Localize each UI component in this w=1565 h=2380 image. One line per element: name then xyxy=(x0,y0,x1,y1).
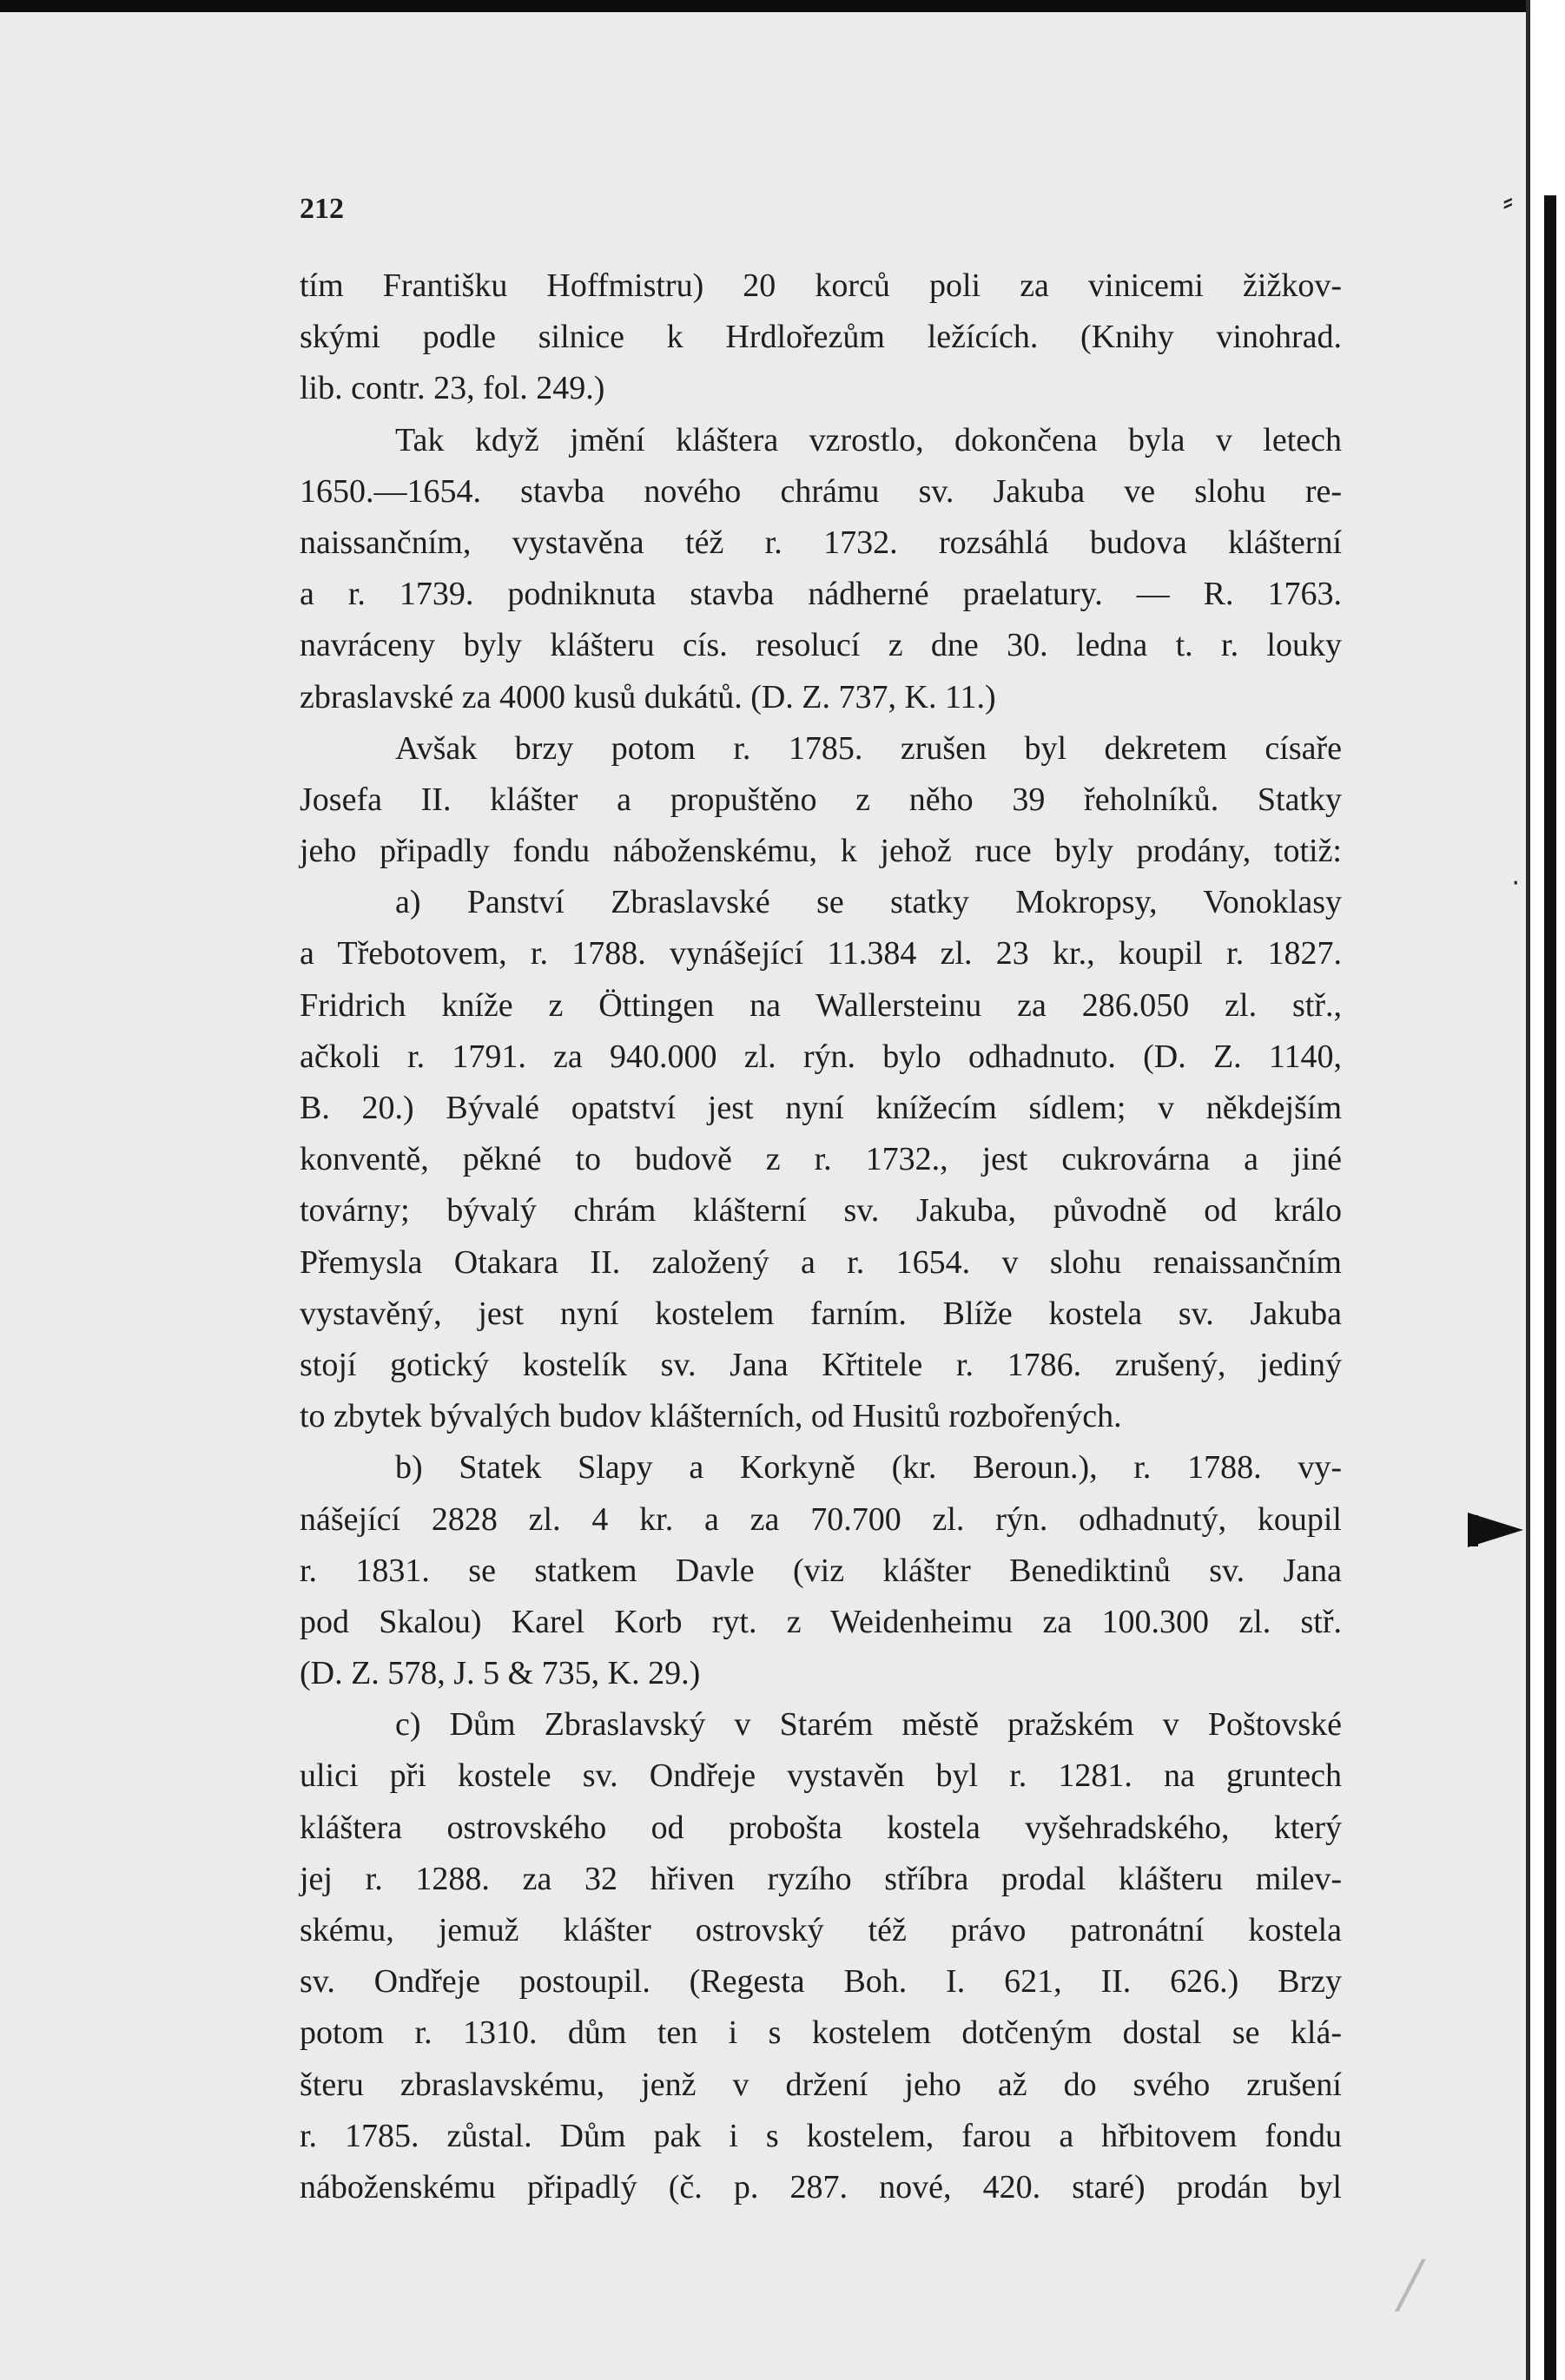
text-line: c) Dům Zbraslavský v Starém městě pražském v Poštovské xyxy=(395,1706,1342,1744)
text-line: b) Statek Slapy a Korkyně (kr. Beroun.), r. 1788. vy- xyxy=(395,1449,1342,1487)
text-line: r. 1831. se statkem Davle (viz klášter Benediktinů sv. Jana xyxy=(300,1552,1342,1589)
text-line: zbraslavské za 4000 kusů dukátů. (D. Z. 737, K. 11.) xyxy=(300,678,996,715)
text-line: konventě, pěkné to budově z r. 1732., jest cukrovárna a jiné xyxy=(300,1141,1342,1178)
faint-pencil-mark: / xyxy=(1398,2242,1421,2328)
scan-binding-bar xyxy=(1544,195,1556,2380)
text-line: a Třebotovem, r. 1788. vynášející 11.384 zl. 23 kr., koupil r. 1827. xyxy=(300,935,1342,972)
text-line: pod Skalou) Karel Korb ryt. z Weidenheimu za 100.300 zl. stř. xyxy=(300,1603,1342,1640)
text-line: potom r. 1310. dům ten i s kostelem dotčeným dostal se klá- xyxy=(300,2014,1342,2052)
text-line: a) Panství Zbraslavské se statky Mokropsy, Vonoklasy xyxy=(395,884,1342,921)
text-line: naissančním, vystavěna též r. 1732. rozsáhlá budova klášterní xyxy=(300,524,1342,561)
text-line: Josefa II. klášter a propuštěno z něho 39 řeholníků. Statky xyxy=(300,781,1342,818)
text-line: B. 20.) Bývalé opatství jest nyní knížecím sídlem; v někdejším xyxy=(300,1090,1342,1126)
scan-top-border xyxy=(0,0,1565,12)
text-line: skými podle silnice k Hrdlořezům ležících. (Knihy vinohrad. xyxy=(300,319,1342,356)
text-line: a r. 1739. podniknuta stavba nádherné praelatury. — R. 1763. xyxy=(300,576,1342,613)
text-line: navráceny byly klášteru cís. resolucí z dne 30. ledna t. r. louky xyxy=(300,627,1342,664)
text-line: stojí gotický kostelík sv. Jana Křtitele r. 1786. zrušený, jediný xyxy=(300,1346,1342,1383)
page-marker-arrow-icon xyxy=(1468,1513,1523,1547)
text-line: tím Františku Hoffmistru) 20 korců poli za vinicemi žižkov- xyxy=(300,267,1342,304)
text-line: 1650.—1654. stavba nového chrámu sv. Jakuba ve slohu re- xyxy=(300,472,1342,510)
text-line: ulici při kostele sv. Ondřeje vystavěn byl r. 1281. na gruntech xyxy=(300,1757,1342,1795)
text-line: lib. contr. 23, fol. 249.) xyxy=(300,370,605,407)
text-line: (D. Z. 578, J. 5 & 735, K. 29.) xyxy=(300,1655,701,1692)
text-line: Tak když jmění kláštera vzrostlo, dokončena byla v letech xyxy=(395,421,1342,458)
text-line: Fridrich kníže z Öttingen na Wallersteinu za 286.050 zl. stř., xyxy=(300,986,1342,1024)
text-line: nášející 2828 zl. 4 kr. a za 70.700 zl. rýn. odhadnutý, koupil xyxy=(300,1500,1342,1538)
text-line: jeho připadly fondu náboženskému, k jehož ruce byly prodány, totiž: xyxy=(300,833,1342,870)
text-line: vystavěný, jest nyní kostelem farním. Blíže kostela sv. Jakuba xyxy=(300,1295,1342,1332)
text-line: jej r. 1288. za 32 hřiven ryzího stříbra prodal klášteru milev- xyxy=(300,1860,1342,1897)
text-line: skému, jemuž klášter ostrovský též právo patronátní kostela xyxy=(300,1912,1342,1948)
page-number: 212 xyxy=(300,193,344,225)
text-line: náboženskému připadlý (č. p. 287. nové, 420. staré) prodán byl xyxy=(300,2168,1342,2205)
scan-ink-mark: ⸗ xyxy=(1502,184,1513,219)
text-line: Avšak brzy potom r. 1785. zrušen byl dekretem císaře xyxy=(395,729,1342,767)
body-text xyxy=(300,260,1342,2213)
text-line: kláštera ostrovského od probošta kostela vyšehradského, který xyxy=(300,1809,1342,1846)
scan-ink-mark: · xyxy=(1511,868,1520,899)
text-line: Přemysla Otakara II. založený a r. 1654. v slohu renaissančním xyxy=(300,1243,1342,1281)
text-line: r. 1785. zůstal. Dům pak i s kostelem, farou a hřbitovem fondu xyxy=(300,2117,1342,2154)
text-line: to zbytek bývalých budov klášterních, od Husitů rozbořených. xyxy=(300,1398,1122,1435)
text-line: sv. Ondřeje postoupil. (Regesta Boh. I. 621, II. 626.) Brzy xyxy=(300,1963,1342,2001)
text-line: ačkoli r. 1791. za 940.000 zl. rýn. bylo odhadnuto. (D. Z. 1140, xyxy=(300,1038,1342,1075)
text-line: šteru zbraslavskému, jenž v držení jeho až do svého zrušení xyxy=(300,2066,1342,2103)
text-line: továrny; bývalý chrám klášterní sv. Jakuba, původně od králo xyxy=(300,1192,1342,1230)
